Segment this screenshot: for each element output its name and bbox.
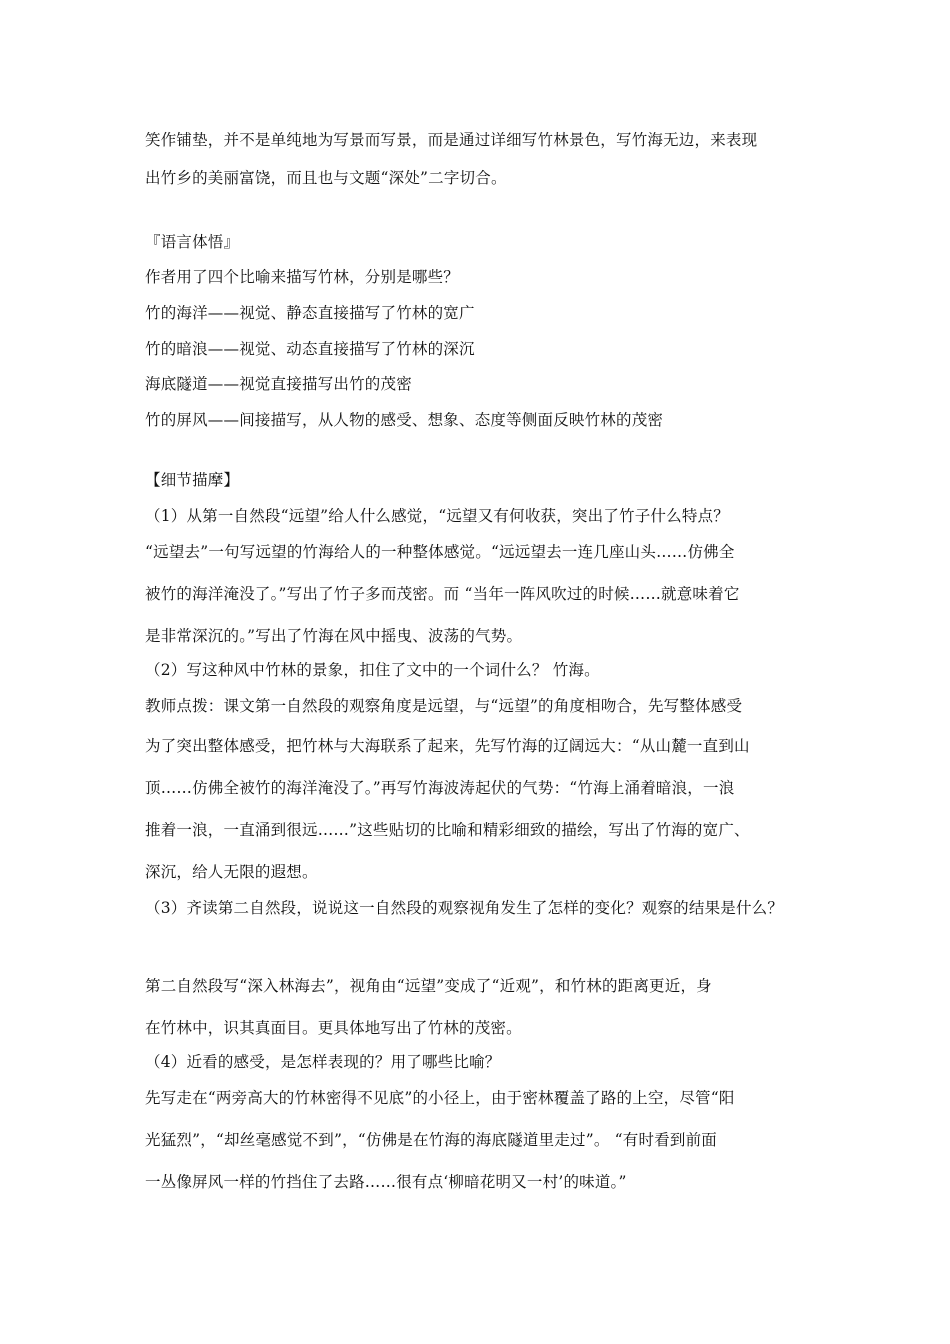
detail-line: 深沉，给人无限的遐想。	[145, 863, 318, 881]
detail-line: 在竹林中，识其真面目。更具体地写出了竹林的茂密。	[145, 1019, 522, 1037]
detail-line: （3）齐读第二自然段，说说这一自然段的观察视角发生了怎样的变化？观察的结果是什么？	[145, 899, 784, 917]
intro-line-1: 笑作铺垫，并不是单纯地为写景而写景，而是通过详细写竹林景色，写竹海无边，来表现	[145, 131, 758, 149]
detail-line: 推着一浪，一直涌到很远……”这些贴切的比喻和精彩细致的描绘，写出了竹海的宽广、	[145, 821, 750, 839]
detail-line: 第二自然段写“深入林海去”，视角由“远望”变成了“近观”，和竹林的距离更近，身	[145, 977, 712, 995]
detail-line: （4）近看的感受，是怎样表现的？用了哪些比喻？	[145, 1053, 501, 1071]
language-question: 作者用了四个比喻来描写竹林，分别是哪些？	[145, 268, 460, 286]
metaphor-item-4: 竹的屏风——间接描写，从人物的感受、想象、态度等侧面反映竹林的茂密	[145, 411, 664, 429]
detail-line: 顶……仿佛全被竹的海洋淹没了。”再写竹海波涛起伏的气势：“竹海上涌着暗浪，一浪	[145, 779, 735, 797]
detail-line: 教师点拨：课文第一自然段的观察角度是远望，与“远望”的角度相吻合，先写整体感受	[145, 697, 743, 715]
detail-line: 为了突出整体感受，把竹林与大海联系了起来，先写竹海的辽阔远大：“从山麓一直到山	[145, 737, 750, 755]
detail-heading: 【细节描摩】	[145, 471, 240, 489]
metaphor-item-1: 竹的海洋——视觉、静态直接描写了竹林的宽广	[145, 304, 475, 322]
detail-line: 先写走在“两旁高大的竹林密得不见底”的小径上，由于密林覆盖了路的上空，尽管“阳	[145, 1089, 735, 1107]
detail-line: 光猛烈”，“却丝毫感觉不到”，“仿佛是在竹海的海底隧道里走过”。 “有时看到前面	[145, 1131, 717, 1149]
metaphor-item-3: 海底隧道——视觉直接描写出竹的茂密	[145, 375, 412, 393]
language-heading: 『语言体悟』	[145, 233, 240, 251]
detail-line: 一丛像屏风一样的竹挡住了去路……很有点‘柳暗花明又一村’的味道。”	[145, 1173, 627, 1191]
intro-line-2: 出竹乡的美丽富饶，而且也与文题“深处”二字切合。	[145, 169, 507, 187]
detail-line: 是非常深沉的。”写出了竹海在风中摇曳、波荡的气势。	[145, 627, 523, 645]
detail-line: “远望去”一句写远望的竹海给人的一种整体感觉。“远远望去一连几座山头……仿佛全	[145, 543, 735, 561]
detail-line: 被竹的海洋淹没了。”写出了竹子多而茂密。而 “当年一阵风吹过的时候……就意味着它	[145, 585, 740, 603]
detail-line: （1）从第一自然段“远望”给人什么感觉，“远望又有何收获，突出了竹子什么特点？	[145, 507, 729, 525]
detail-line: （2）写这种风中竹林的景象，扣住了文中的一个词什么？ 竹海。	[145, 661, 600, 679]
metaphor-item-2: 竹的暗浪——视觉、动态直接描写了竹林的深沉	[145, 340, 475, 358]
